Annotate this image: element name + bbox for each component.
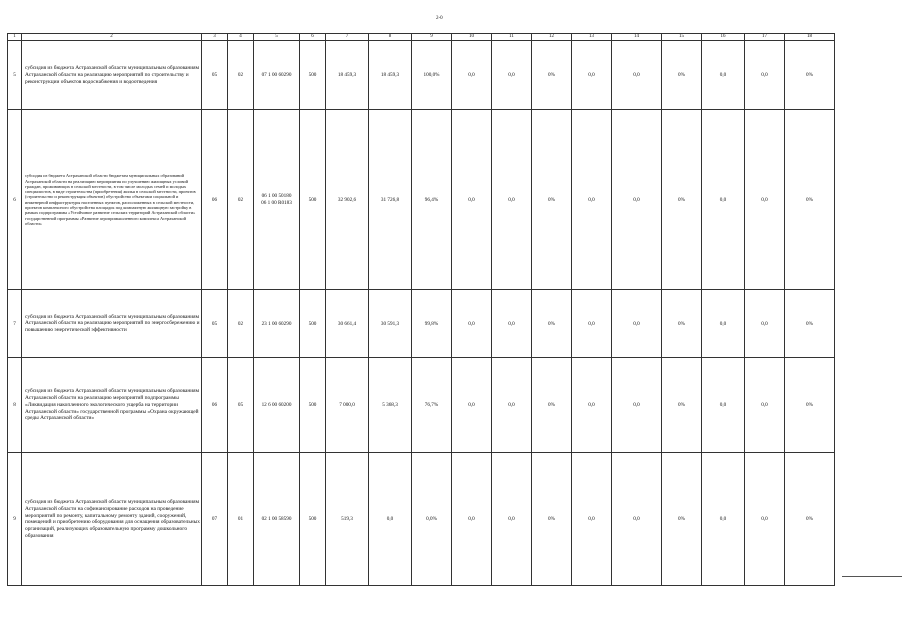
cell-c9: 100,0% <box>412 41 452 110</box>
header-cell: 2 <box>22 34 202 41</box>
cell-c18: 0% <box>785 453 835 586</box>
cell-c17: 0,0 <box>745 110 785 290</box>
header-cell: 11 <box>492 34 532 41</box>
cell-c12: 0% <box>532 290 572 358</box>
cell-c8: 0,0 <box>369 453 412 586</box>
cell-c13: 0,0 <box>572 110 612 290</box>
cell-c3: 06 <box>202 110 228 290</box>
cell-c8: 31 726,8 <box>369 110 412 290</box>
header-cell: 6 <box>300 34 326 41</box>
cell-c14: 0,0 <box>612 358 662 453</box>
header-cell: 7 <box>326 34 369 41</box>
table-row <box>8 453 835 586</box>
cell-c6: 500 <box>300 358 326 453</box>
cell-c15: 0% <box>662 358 702 453</box>
table-row <box>8 358 835 453</box>
cell-c10: 0,0 <box>452 110 492 290</box>
cell-c11: 0,0 <box>492 453 532 586</box>
cell-c5: 07 1 00 60290 <box>254 41 300 110</box>
cell-c15: 0% <box>662 290 702 358</box>
cell-c12: 0% <box>532 41 572 110</box>
cell-c14: 0,0 <box>612 110 662 290</box>
cell-c8: 5 368,3 <box>369 358 412 453</box>
cell-c11: 0,0 <box>492 290 532 358</box>
cell-c10: 0,0 <box>452 290 492 358</box>
header-cell: 9 <box>412 34 452 41</box>
header-cell: 3 <box>202 34 228 41</box>
row-description: субсидия из бюджета Астраханской области бюджетам муниципальных образований Астраханской области на реализацию мероприятия по улучшению жилищных условий граждан, проживающих в сельской местности, в том числе молодых семей и молодых специалистов, в виде строительства (приобретения) жилья в сельской местности, проектов (строительство и реконструкция объектов) обустройство объектами социальной и инженерной инфраструктуры населенных пунктов, расположенных в сельской местности, проектов комплексного обустройства площадок под компактную жилищную застройку в рамках подпрограммы «Устойчивое развитие сельских территорий Астраханской области» государственной программы «Развитие агропромышленного комплекса Астраханской области» <box>22 110 202 290</box>
cell-c18: 0% <box>785 290 835 358</box>
cell-c14: 0,0 <box>612 290 662 358</box>
cell-c10: 0,0 <box>452 41 492 110</box>
cell-c12: 0% <box>532 453 572 586</box>
cell-c6: 500 <box>300 41 326 110</box>
cell-c5: 12 6 00 60200 <box>254 358 300 453</box>
cell-c16: 0,0 <box>702 110 745 290</box>
cell-c15: 0% <box>662 41 702 110</box>
cell-c7: 18 459,3 <box>326 41 369 110</box>
cell-c4: 05 <box>228 358 254 453</box>
cell-c11: 0,0 <box>492 110 532 290</box>
header-cell: 1 <box>8 34 22 41</box>
cell-c9: 0,0% <box>412 453 452 586</box>
cell-c5: 06 1 00 50180 06 1 00 R0183 <box>254 110 300 290</box>
cell-c16: 0,0 <box>702 41 745 110</box>
cell-c7: 519,3 <box>326 453 369 586</box>
row-number: 6 <box>8 110 22 290</box>
cell-c5: 02 1 00 58590 <box>254 453 300 586</box>
stub-line <box>842 576 902 577</box>
cell-c18: 0% <box>785 110 835 290</box>
cell-c3: 05 <box>202 41 228 110</box>
cell-c14: 0,0 <box>612 41 662 110</box>
cell-c4: 02 <box>228 41 254 110</box>
cell-c6: 500 <box>300 290 326 358</box>
cell-c10: 0,0 <box>452 453 492 586</box>
cell-c18: 0% <box>785 41 835 110</box>
cell-c9: 99,8% <box>412 290 452 358</box>
cell-c16: 0,0 <box>702 358 745 453</box>
header-cell: 10 <box>452 34 492 41</box>
table-row <box>8 110 835 290</box>
cell-c15: 0% <box>662 110 702 290</box>
row-description: субсидия из бюджета Астраханской области муниципальным образованиям Астраханской области на софинансирование расходов на проведение мероприятий по ремонту, капитальному ремонту зданий, сооружений, помещений и приобретению оборудования для оснащения образовательных организаций, реализующих образовательную программу дошкольного образования <box>22 453 202 586</box>
header-cell: 13 <box>572 34 612 41</box>
cell-c9: 96,4% <box>412 110 452 290</box>
table-row <box>8 41 835 110</box>
cell-c4: 02 <box>228 110 254 290</box>
cell-c3: 07 <box>202 453 228 586</box>
row-description: субсидия из бюджета Астраханской области муниципальным образованиям Астраханской области на реализацию мероприятий подпрограммы «Ликвидация накопленного экологического ущерба на территории Астраханской области» государственной программы «Охрана окружающей среды Астраханской области» <box>22 358 202 453</box>
header-cell: 4 <box>228 34 254 41</box>
row-number: 7 <box>8 290 22 358</box>
header-cell: 17 <box>745 34 785 41</box>
cell-c13: 0,0 <box>572 358 612 453</box>
cell-c13: 0,0 <box>572 290 612 358</box>
header-cell: 15 <box>662 34 702 41</box>
cell-c8: 18 459,3 <box>369 41 412 110</box>
cell-c11: 0,0 <box>492 41 532 110</box>
cell-c6: 500 <box>300 453 326 586</box>
header-cell: 16 <box>702 34 745 41</box>
cell-c17: 0,0 <box>745 453 785 586</box>
cell-c17: 0,0 <box>745 290 785 358</box>
header-cell: 8 <box>369 34 412 41</box>
header-row <box>8 34 835 41</box>
cell-c12: 0% <box>532 110 572 290</box>
row-number: 9 <box>8 453 22 586</box>
cell-c12: 0% <box>532 358 572 453</box>
cell-c7: 32 902,6 <box>326 110 369 290</box>
row-number: 5 <box>8 41 22 110</box>
header-cell: 12 <box>532 34 572 41</box>
cell-c3: 06 <box>202 358 228 453</box>
table-row <box>8 290 835 358</box>
cell-c17: 0,0 <box>745 41 785 110</box>
cell-c16: 0,0 <box>702 290 745 358</box>
row-description: субсидия из бюджета Астраханской области муниципальным образованиям Астраханской области на реализацию мероприятий по строительству и реконструкции объектов водоснабжения и водоотведения <box>22 41 202 110</box>
cell-c7: 7 000,0 <box>326 358 369 453</box>
row-number: 8 <box>8 358 22 453</box>
cell-c4: 01 <box>228 453 254 586</box>
header-cell: 5 <box>254 34 300 41</box>
cell-c4: 02 <box>228 290 254 358</box>
cell-c13: 0,0 <box>572 453 612 586</box>
cell-c17: 0,0 <box>745 358 785 453</box>
header-cell: 18 <box>785 34 835 41</box>
cell-c14: 0,0 <box>612 453 662 586</box>
cell-c11: 0,0 <box>492 358 532 453</box>
cell-c10: 0,0 <box>452 358 492 453</box>
page-number: 2-0 <box>436 16 443 21</box>
row-description: субсидия из бюджета Астраханской области муниципальным образованиям Астраханской области на реализацию мероприятий по энергосбережению и повышению энергетической эффективности <box>22 290 202 358</box>
cell-c5: 23 1 00 60290 <box>254 290 300 358</box>
report-table <box>7 33 835 586</box>
cell-c3: 05 <box>202 290 228 358</box>
cell-c16: 0,0 <box>702 453 745 586</box>
cell-c7: 30 661,4 <box>326 290 369 358</box>
cell-c9: 76,7% <box>412 358 452 453</box>
cell-c15: 0% <box>662 453 702 586</box>
cell-c8: 30 591,3 <box>369 290 412 358</box>
header-cell: 14 <box>612 34 662 41</box>
cell-c6: 500 <box>300 110 326 290</box>
cell-c13: 0,0 <box>572 41 612 110</box>
cell-c18: 0% <box>785 358 835 453</box>
